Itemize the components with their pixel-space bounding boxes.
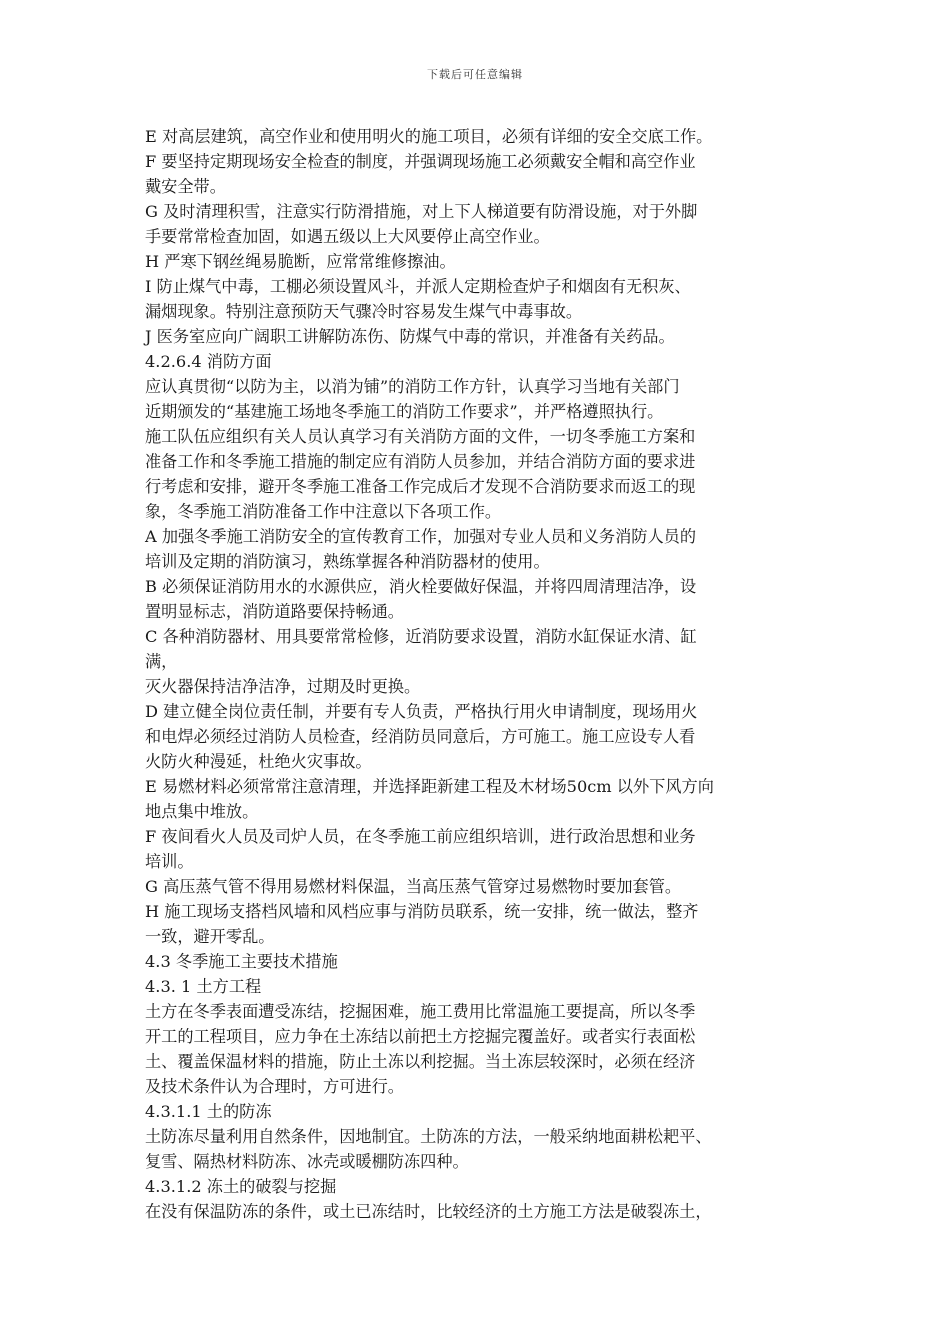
text-line: 漏烟现象。特别注意预防天气骤冷时容易发生煤气中毒事故。 — [145, 302, 583, 321]
text-line: F 夜间看火人员及司炉人员，在冬季施工前应组织培训，进行政治思想和业务 — [145, 827, 696, 846]
document-body — [145, 124, 810, 1224]
text-line: J 医务室应向广阔职工讲解防冻伤、防煤气中毒的常识，并准备有关药品。 — [145, 327, 675, 346]
text-line: H 施工现场支搭档风墙和风档应事与消防员联系，统一安排，统一做法，整齐 — [145, 902, 699, 921]
text-line: 灭火器保持洁净洁净，过期及时更换。 — [145, 677, 421, 696]
text-line: 及技术条件认为合理时，方可进行。 — [145, 1077, 404, 1096]
text-line: 4.3.1.2 冻土的破裂与挖掘 — [145, 1177, 337, 1196]
text-line: 培训。 — [145, 852, 194, 871]
text-line: 开工的工程项目，应力争在土冻结以前把土方挖掘完覆盖好。或者实行表面松 — [145, 1027, 696, 1046]
text-line: I 防止煤气中毒，工棚必须设置风斗，并派人定期检查炉子和烟囱有无积灰、 — [145, 277, 691, 296]
text-line: 近期颁发的“基建施工场地冬季施工的消防工作要求”，并严格遵照执行。 — [145, 402, 664, 421]
text-line: 置明显标志，消防道路要保持畅通。 — [145, 602, 404, 621]
text-line: 施工队伍应组织有关人员认真学习有关消防方面的文件，一切冬季施工方案和 — [145, 427, 696, 446]
text-line: 在没有保温防冻的条件，或土已冻结时，比较经济的土方施工方法是破裂冻土， — [145, 1202, 712, 1221]
text-line: 火防火种漫延，杜绝火灾事故。 — [145, 752, 372, 771]
text-line: G 及时清理积雪，注意实行防滑措施，对上下人梯道要有防滑设施，对于外脚 — [145, 202, 698, 221]
text-line: 4.3.1.1 土的防冻 — [145, 1102, 272, 1121]
text-line: H 严寒下钢丝绳易脆断，应常常维修擦油。 — [145, 252, 456, 271]
text-line: 土方在冬季表面遭受冻结，挖掘困难，施工费用比常温施工要提高，所以冬季 — [145, 1002, 696, 1021]
text-line: B 必须保证消防用水的水源供应，消火栓要做好保温，并将四周清理洁净，设 — [145, 577, 697, 596]
text-line: 土防冻尽量利用自然条件，因地制宜。土防冻的方法，一般采纳地面耕松耙平、 — [145, 1127, 712, 1146]
text-line: 应认真贯彻“以防为主，以消为铺”的消防工作方针，认真学习当地有关部门 — [145, 377, 680, 396]
text-line: 准备工作和冬季施工措施的制定应有消防人员参加，并结合消防方面的要求进 — [145, 452, 696, 471]
text-line: 培训及定期的消防演习，熟练掌握各种消防器材的使用。 — [145, 552, 550, 571]
text-line: 手要常常检查加固，如遇五级以上大风要停止高空作业。 — [145, 227, 550, 246]
text-line: E 易燃材料必须常常注意清理，并选择距新建工程及木材场50cm 以外下风方向 — [145, 777, 714, 796]
text-line: E 对高层建筑，高空作业和使用明火的施工项目，必须有详细的安全交底工作。 — [145, 127, 713, 146]
text-line: 戴安全带。 — [145, 177, 226, 196]
text-line: 一致，避开零乱。 — [145, 927, 275, 946]
text-line: 行考虑和安排，避开冬季施工准备工作完成后才发现不合消防要求而返工的现 — [145, 477, 696, 496]
text-line: A 加强冬季施工消防安全的宣传教育工作，加强对专业人员和义务消防人员的 — [145, 527, 697, 546]
text-line: C 各种消防器材、用具要常常检修，近消防要求设置，消防水缸保证水清、缸 — [145, 627, 697, 646]
text-line: F 要坚持定期现场安全检查的制度，并强调现场施工必须戴安全帽和高空作业 — [145, 152, 696, 171]
text-line: 4.3. 1 土方工程 — [145, 977, 262, 996]
text-line: 4.2.6.4 消防方面 — [145, 352, 272, 371]
text-line: 土、覆盖保温材料的措施，防止土冻以利挖掘。当土冻层较深时，必须在经济 — [145, 1052, 696, 1071]
text-line: 复雪、隔热材料防冻、冰壳或暖棚防冻四种。 — [145, 1152, 469, 1171]
text-line: D 建立健全岗位责任制，并要有专人负责，严格执行用火申请制度，现场用火 — [145, 702, 698, 721]
page-header-note: 下载后可任意编辑 — [427, 68, 523, 81]
text-line: 和电焊必须经过消防人员检查，经消防员同意后，方可施工。施工应设专人看 — [145, 727, 696, 746]
text-line: 象，冬季施工消防准备工作中注意以下各项工作。 — [145, 502, 502, 521]
text-line: 4.3 冬季施工主要技术措施 — [145, 952, 338, 971]
text-line: 满， — [145, 652, 178, 671]
text-line: 地点集中堆放。 — [145, 802, 259, 821]
text-line: G 高压蒸气管不得用易燃材料保温，当高压蒸气管穿过易燃物时要加套管。 — [145, 877, 682, 896]
